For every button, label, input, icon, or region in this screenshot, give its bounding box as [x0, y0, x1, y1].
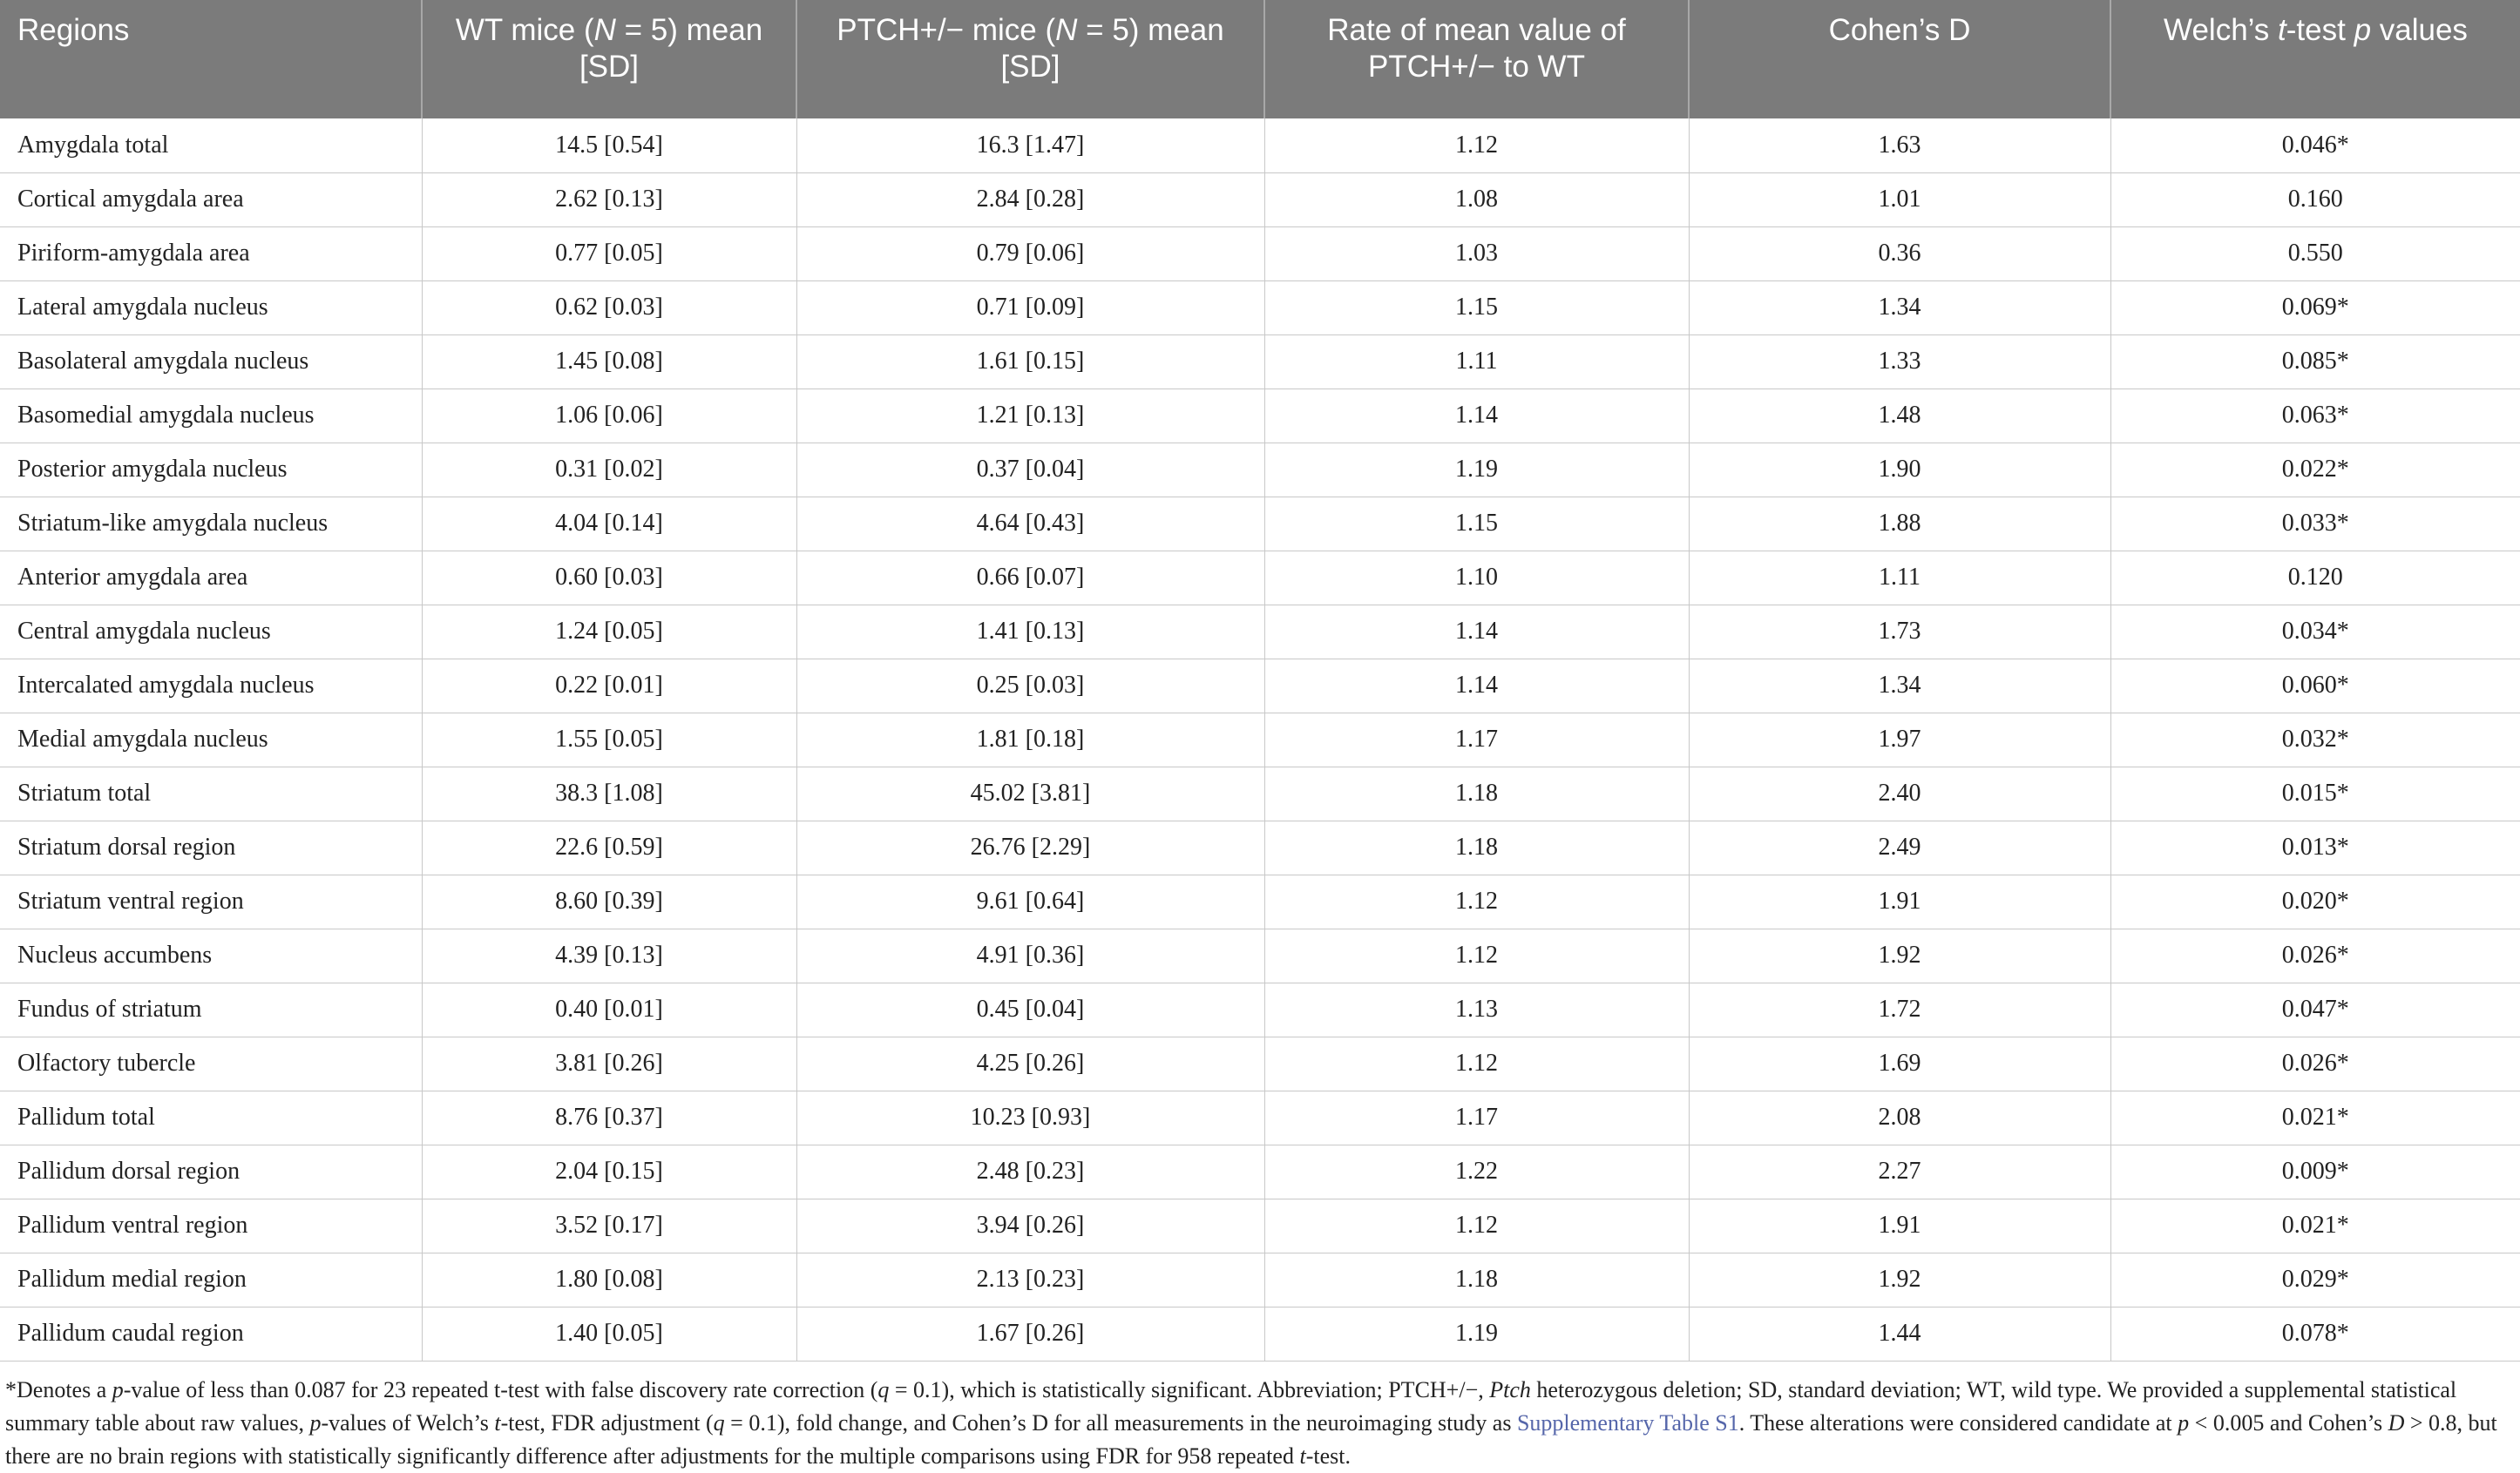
header-text: PTCH+/− mice (: [837, 13, 1056, 47]
footnote-text: p: [112, 1376, 124, 1402]
table-body: [0, 118, 2520, 1361]
cell-regions: Pallidum caudal region: [0, 1307, 422, 1361]
cell-cohens-d: 1.92: [1689, 1253, 2110, 1307]
header-text: = 5) mean [SD]: [579, 13, 763, 84]
cell-rate-ptch-to-wt: 1.22: [1264, 1145, 1689, 1199]
table-row: [0, 929, 2520, 983]
cell-welch-p: 0.020*: [2110, 875, 2520, 929]
footnote-text: -value of less than 0.087 for 23 repeated t-test with false discovery rate correction (: [123, 1376, 878, 1402]
cell-regions: Pallidum dorsal region: [0, 1145, 422, 1199]
cell-rate-ptch-to-wt: 1.08: [1264, 172, 1689, 226]
cell-regions: Nucleus accumbens: [0, 929, 422, 983]
footnote-text: p: [2178, 1409, 2190, 1436]
column-header-cohens-d: [1689, 0, 2110, 118]
cell-wt-mean: 1.45 [0.08]: [422, 334, 796, 389]
cell-ptch-mean: 16.3 [1.47]: [796, 118, 1264, 172]
cell-ptch-mean: 26.76 [2.29]: [796, 821, 1264, 875]
table-row: [0, 226, 2520, 280]
cell-regions: Cortical amygdala area: [0, 172, 422, 226]
cell-cohens-d: 1.90: [1689, 443, 2110, 497]
cell-welch-p: 0.046*: [2110, 118, 2520, 172]
cell-regions: Fundus of striatum: [0, 983, 422, 1037]
cell-cohens-d: 2.08: [1689, 1091, 2110, 1145]
header-row: [0, 0, 2520, 118]
cell-welch-p: 0.069*: [2110, 280, 2520, 334]
table-row: [0, 443, 2520, 497]
cell-wt-mean: 0.40 [0.01]: [422, 983, 796, 1037]
cell-ptch-mean: 3.94 [0.26]: [796, 1199, 1264, 1253]
cell-rate-ptch-to-wt: 1.12: [1264, 118, 1689, 172]
column-header-rate-ptch-to-wt: [1264, 0, 1689, 118]
cell-wt-mean: 4.39 [0.13]: [422, 929, 796, 983]
cell-ptch-mean: 0.66 [0.07]: [796, 551, 1264, 605]
cell-welch-p: 0.013*: [2110, 821, 2520, 875]
cell-ptch-mean: 2.13 [0.23]: [796, 1253, 1264, 1307]
cell-ptch-mean: 1.67 [0.26]: [796, 1307, 1264, 1361]
cell-wt-mean: 14.5 [0.54]: [422, 118, 796, 172]
cell-rate-ptch-to-wt: 1.12: [1264, 1199, 1689, 1253]
cell-regions: Basolateral amygdala nucleus: [0, 334, 422, 389]
cell-rate-ptch-to-wt: 1.14: [1264, 389, 1689, 443]
cell-wt-mean: 0.31 [0.02]: [422, 443, 796, 497]
table-row: [0, 605, 2520, 659]
header-text: N: [593, 13, 616, 47]
cell-wt-mean: 3.52 [0.17]: [422, 1199, 796, 1253]
footnote-text: -test.: [1305, 1443, 1351, 1469]
cell-cohens-d: 1.92: [1689, 929, 2110, 983]
table-row: [0, 1199, 2520, 1253]
cell-wt-mean: 1.55 [0.05]: [422, 713, 796, 767]
table-row: [0, 118, 2520, 172]
table-row: [0, 551, 2520, 605]
cell-cohens-d: 1.63: [1689, 118, 2110, 172]
cell-ptch-mean: 2.48 [0.23]: [796, 1145, 1264, 1199]
table-row: [0, 1091, 2520, 1145]
cell-welch-p: 0.034*: [2110, 605, 2520, 659]
cell-wt-mean: 2.04 [0.15]: [422, 1145, 796, 1199]
cell-rate-ptch-to-wt: 1.14: [1264, 605, 1689, 659]
cell-cohens-d: 1.72: [1689, 983, 2110, 1037]
cell-wt-mean: 22.6 [0.59]: [422, 821, 796, 875]
cell-regions: Amygdala total: [0, 118, 422, 172]
cell-welch-p: 0.085*: [2110, 334, 2520, 389]
header-text: WT mice (: [455, 13, 594, 47]
table-row: [0, 280, 2520, 334]
footnote-text: q: [877, 1376, 890, 1402]
footnote-text: t: [494, 1409, 501, 1436]
cell-cohens-d: 1.88: [1689, 497, 2110, 551]
cell-wt-mean: 0.77 [0.05]: [422, 226, 796, 280]
cell-cohens-d: 1.34: [1689, 280, 2110, 334]
column-header-wt-mean: [422, 0, 796, 118]
cell-cohens-d: 2.40: [1689, 767, 2110, 821]
cell-wt-mean: 4.04 [0.14]: [422, 497, 796, 551]
cell-welch-p: 0.009*: [2110, 1145, 2520, 1199]
cell-wt-mean: 0.62 [0.03]: [422, 280, 796, 334]
cell-cohens-d: 1.44: [1689, 1307, 2110, 1361]
header-text: p: [2354, 13, 2372, 47]
footnote-text: < 0.005 and Cohen’s: [2189, 1409, 2388, 1436]
cell-rate-ptch-to-wt: 1.14: [1264, 659, 1689, 713]
cell-cohens-d: 1.48: [1689, 389, 2110, 443]
cell-welch-p: 0.021*: [2110, 1199, 2520, 1253]
cell-welch-p: 0.026*: [2110, 929, 2520, 983]
header-text: Rate of mean value of PTCH+/− to WT: [1327, 13, 1626, 84]
column-header-ptch-mean: [796, 0, 1264, 118]
cell-welch-p: 0.015*: [2110, 767, 2520, 821]
cell-rate-ptch-to-wt: 1.18: [1264, 1253, 1689, 1307]
cell-regions: Striatum-like amygdala nucleus: [0, 497, 422, 551]
cell-rate-ptch-to-wt: 1.18: [1264, 767, 1689, 821]
cell-regions: Intercalated amygdala nucleus: [0, 659, 422, 713]
footnote-text: D: [2388, 1409, 2405, 1436]
header-text: = 5) mean [SD]: [1000, 13, 1224, 84]
cell-wt-mean: 1.06 [0.06]: [422, 389, 796, 443]
cell-cohens-d: 1.91: [1689, 875, 2110, 929]
table-row: [0, 1253, 2520, 1307]
cell-cohens-d: 1.91: [1689, 1199, 2110, 1253]
cell-ptch-mean: 1.21 [0.13]: [796, 389, 1264, 443]
cell-rate-ptch-to-wt: 1.15: [1264, 280, 1689, 334]
cell-regions: Piriform-amygdala area: [0, 226, 422, 280]
table-footnote: [0, 1362, 2520, 1473]
table-row: [0, 767, 2520, 821]
table-row: [0, 334, 2520, 389]
footnote-text: t: [1299, 1443, 1306, 1469]
cell-regions: Posterior amygdala nucleus: [0, 443, 422, 497]
cell-ptch-mean: 0.25 [0.03]: [796, 659, 1264, 713]
cell-wt-mean: 1.40 [0.05]: [422, 1307, 796, 1361]
cell-rate-ptch-to-wt: 1.13: [1264, 983, 1689, 1037]
header-text: Welch’s: [2164, 13, 2279, 47]
footnote-text: -test, FDR adjustment (: [500, 1409, 714, 1436]
cell-regions: Lateral amygdala nucleus: [0, 280, 422, 334]
cell-regions: Striatum dorsal region: [0, 821, 422, 875]
table-row: [0, 389, 2520, 443]
cell-rate-ptch-to-wt: 1.10: [1264, 551, 1689, 605]
cell-regions: Pallidum ventral region: [0, 1199, 422, 1253]
cell-ptch-mean: 0.71 [0.09]: [796, 280, 1264, 334]
table-row: [0, 1037, 2520, 1091]
cell-wt-mean: 1.24 [0.05]: [422, 605, 796, 659]
cell-ptch-mean: 9.61 [0.64]: [796, 875, 1264, 929]
footnote-text: = 0.1), fold change, and Cohen’s D for all measurements in the neuroimaging study as: [724, 1409, 1517, 1436]
footnote-text: -values of Welch’s: [321, 1409, 495, 1436]
cell-welch-p: 0.029*: [2110, 1253, 2520, 1307]
cell-regions: Anterior amygdala area: [0, 551, 422, 605]
cell-ptch-mean: 0.79 [0.06]: [796, 226, 1264, 280]
table-row: [0, 983, 2520, 1037]
cell-ptch-mean: 10.23 [0.93]: [796, 1091, 1264, 1145]
cell-regions: Striatum ventral region: [0, 875, 422, 929]
cell-ptch-mean: 1.41 [0.13]: [796, 605, 1264, 659]
cell-rate-ptch-to-wt: 1.19: [1264, 443, 1689, 497]
table-row: [0, 172, 2520, 226]
column-header-regions: [0, 0, 422, 118]
cell-regions: Pallidum medial region: [0, 1253, 422, 1307]
cell-ptch-mean: 0.45 [0.04]: [796, 983, 1264, 1037]
table-row: [0, 713, 2520, 767]
header-text: -test: [2286, 13, 2354, 47]
cell-ptch-mean: 4.91 [0.36]: [796, 929, 1264, 983]
cell-ptch-mean: 2.84 [0.28]: [796, 172, 1264, 226]
cell-regions: Basomedial amygdala nucleus: [0, 389, 422, 443]
cell-cohens-d: 1.97: [1689, 713, 2110, 767]
footnote-text: Ptch: [1489, 1376, 1531, 1402]
cell-welch-p: 0.047*: [2110, 983, 2520, 1037]
table-row: [0, 659, 2520, 713]
cell-welch-p: 0.160: [2110, 172, 2520, 226]
cell-wt-mean: 0.22 [0.01]: [422, 659, 796, 713]
cell-welch-p: 0.063*: [2110, 389, 2520, 443]
cell-welch-p: 0.060*: [2110, 659, 2520, 713]
cell-rate-ptch-to-wt: 1.12: [1264, 929, 1689, 983]
cell-welch-p: 0.033*: [2110, 497, 2520, 551]
cell-welch-p: 0.550: [2110, 226, 2520, 280]
cell-cohens-d: 1.33: [1689, 334, 2110, 389]
header-text: t: [2278, 13, 2286, 47]
footnote-text: q: [713, 1409, 725, 1436]
footnote-text: > 0.8, but there are no brain regions with statistically significantly difference after adjustments for the multiple comparisons using FDR for 958 repeated: [5, 1409, 2497, 1469]
cell-cohens-d: 2.49: [1689, 821, 2110, 875]
cell-cohens-d: 1.69: [1689, 1037, 2110, 1091]
table-row: [0, 821, 2520, 875]
cell-cohens-d: 1.01: [1689, 172, 2110, 226]
table-row: [0, 497, 2520, 551]
cell-rate-ptch-to-wt: 1.03: [1264, 226, 1689, 280]
cell-welch-p: 0.120: [2110, 551, 2520, 605]
cell-regions: Medial amygdala nucleus: [0, 713, 422, 767]
cell-regions: Olfactory tubercle: [0, 1037, 422, 1091]
cell-cohens-d: 1.11: [1689, 551, 2110, 605]
cell-welch-p: 0.078*: [2110, 1307, 2520, 1361]
supplementary-table-link[interactable]: Supplementary Table S1: [1516, 1409, 1739, 1436]
cell-ptch-mean: 1.81 [0.18]: [796, 713, 1264, 767]
footnote-text: . These alterations were considered candidate at: [1738, 1409, 2178, 1436]
cell-ptch-mean: 4.64 [0.43]: [796, 497, 1264, 551]
cell-rate-ptch-to-wt: 1.11: [1264, 334, 1689, 389]
cell-wt-mean: 8.60 [0.39]: [422, 875, 796, 929]
footnote-text: = 0.1), which is statistically significant. Abbreviation; PTCH+/−,: [889, 1376, 1490, 1402]
cell-ptch-mean: 4.25 [0.26]: [796, 1037, 1264, 1091]
cell-wt-mean: 8.76 [0.37]: [422, 1091, 796, 1145]
cell-regions: Striatum total: [0, 767, 422, 821]
cell-cohens-d: 1.73: [1689, 605, 2110, 659]
cell-cohens-d: 2.27: [1689, 1145, 2110, 1199]
cell-wt-mean: 0.60 [0.03]: [422, 551, 796, 605]
cell-rate-ptch-to-wt: 1.18: [1264, 821, 1689, 875]
cell-regions: Pallidum total: [0, 1091, 422, 1145]
cell-wt-mean: 3.81 [0.26]: [422, 1037, 796, 1091]
table-row: [0, 1145, 2520, 1199]
header-text: N: [1055, 13, 1078, 47]
cell-rate-ptch-to-wt: 1.17: [1264, 713, 1689, 767]
cell-welch-p: 0.032*: [2110, 713, 2520, 767]
footnote-text: heterozygous deletion; SD, standard deviation; WT, wild type. We provided a supplemental statistical summary table about raw values,: [5, 1376, 2457, 1436]
cell-rate-ptch-to-wt: 1.12: [1264, 875, 1689, 929]
header-text: values: [2371, 13, 2468, 47]
cell-rate-ptch-to-wt: 1.12: [1264, 1037, 1689, 1091]
cell-rate-ptch-to-wt: 1.17: [1264, 1091, 1689, 1145]
cell-wt-mean: 38.3 [1.08]: [422, 767, 796, 821]
cell-ptch-mean: 45.02 [3.81]: [796, 767, 1264, 821]
cell-ptch-mean: 0.37 [0.04]: [796, 443, 1264, 497]
footnote-text: p: [309, 1409, 322, 1436]
table-row: [0, 875, 2520, 929]
cell-ptch-mean: 1.61 [0.15]: [796, 334, 1264, 389]
cell-regions: Central amygdala nucleus: [0, 605, 422, 659]
cell-rate-ptch-to-wt: 1.19: [1264, 1307, 1689, 1361]
header-text: Regions: [17, 13, 130, 47]
cell-welch-p: 0.021*: [2110, 1091, 2520, 1145]
cell-welch-p: 0.022*: [2110, 443, 2520, 497]
cell-cohens-d: 0.36: [1689, 226, 2110, 280]
cell-wt-mean: 1.80 [0.08]: [422, 1253, 796, 1307]
table-row: [0, 1307, 2520, 1361]
cell-wt-mean: 2.62 [0.13]: [422, 172, 796, 226]
cell-cohens-d: 1.34: [1689, 659, 2110, 713]
header-text: Cohen’s D: [1828, 13, 1971, 47]
footnote-text: *Denotes a: [5, 1376, 112, 1402]
cell-rate-ptch-to-wt: 1.15: [1264, 497, 1689, 551]
table-header: [0, 0, 2520, 118]
column-header-welch-p: [2110, 0, 2520, 118]
cell-welch-p: 0.026*: [2110, 1037, 2520, 1091]
